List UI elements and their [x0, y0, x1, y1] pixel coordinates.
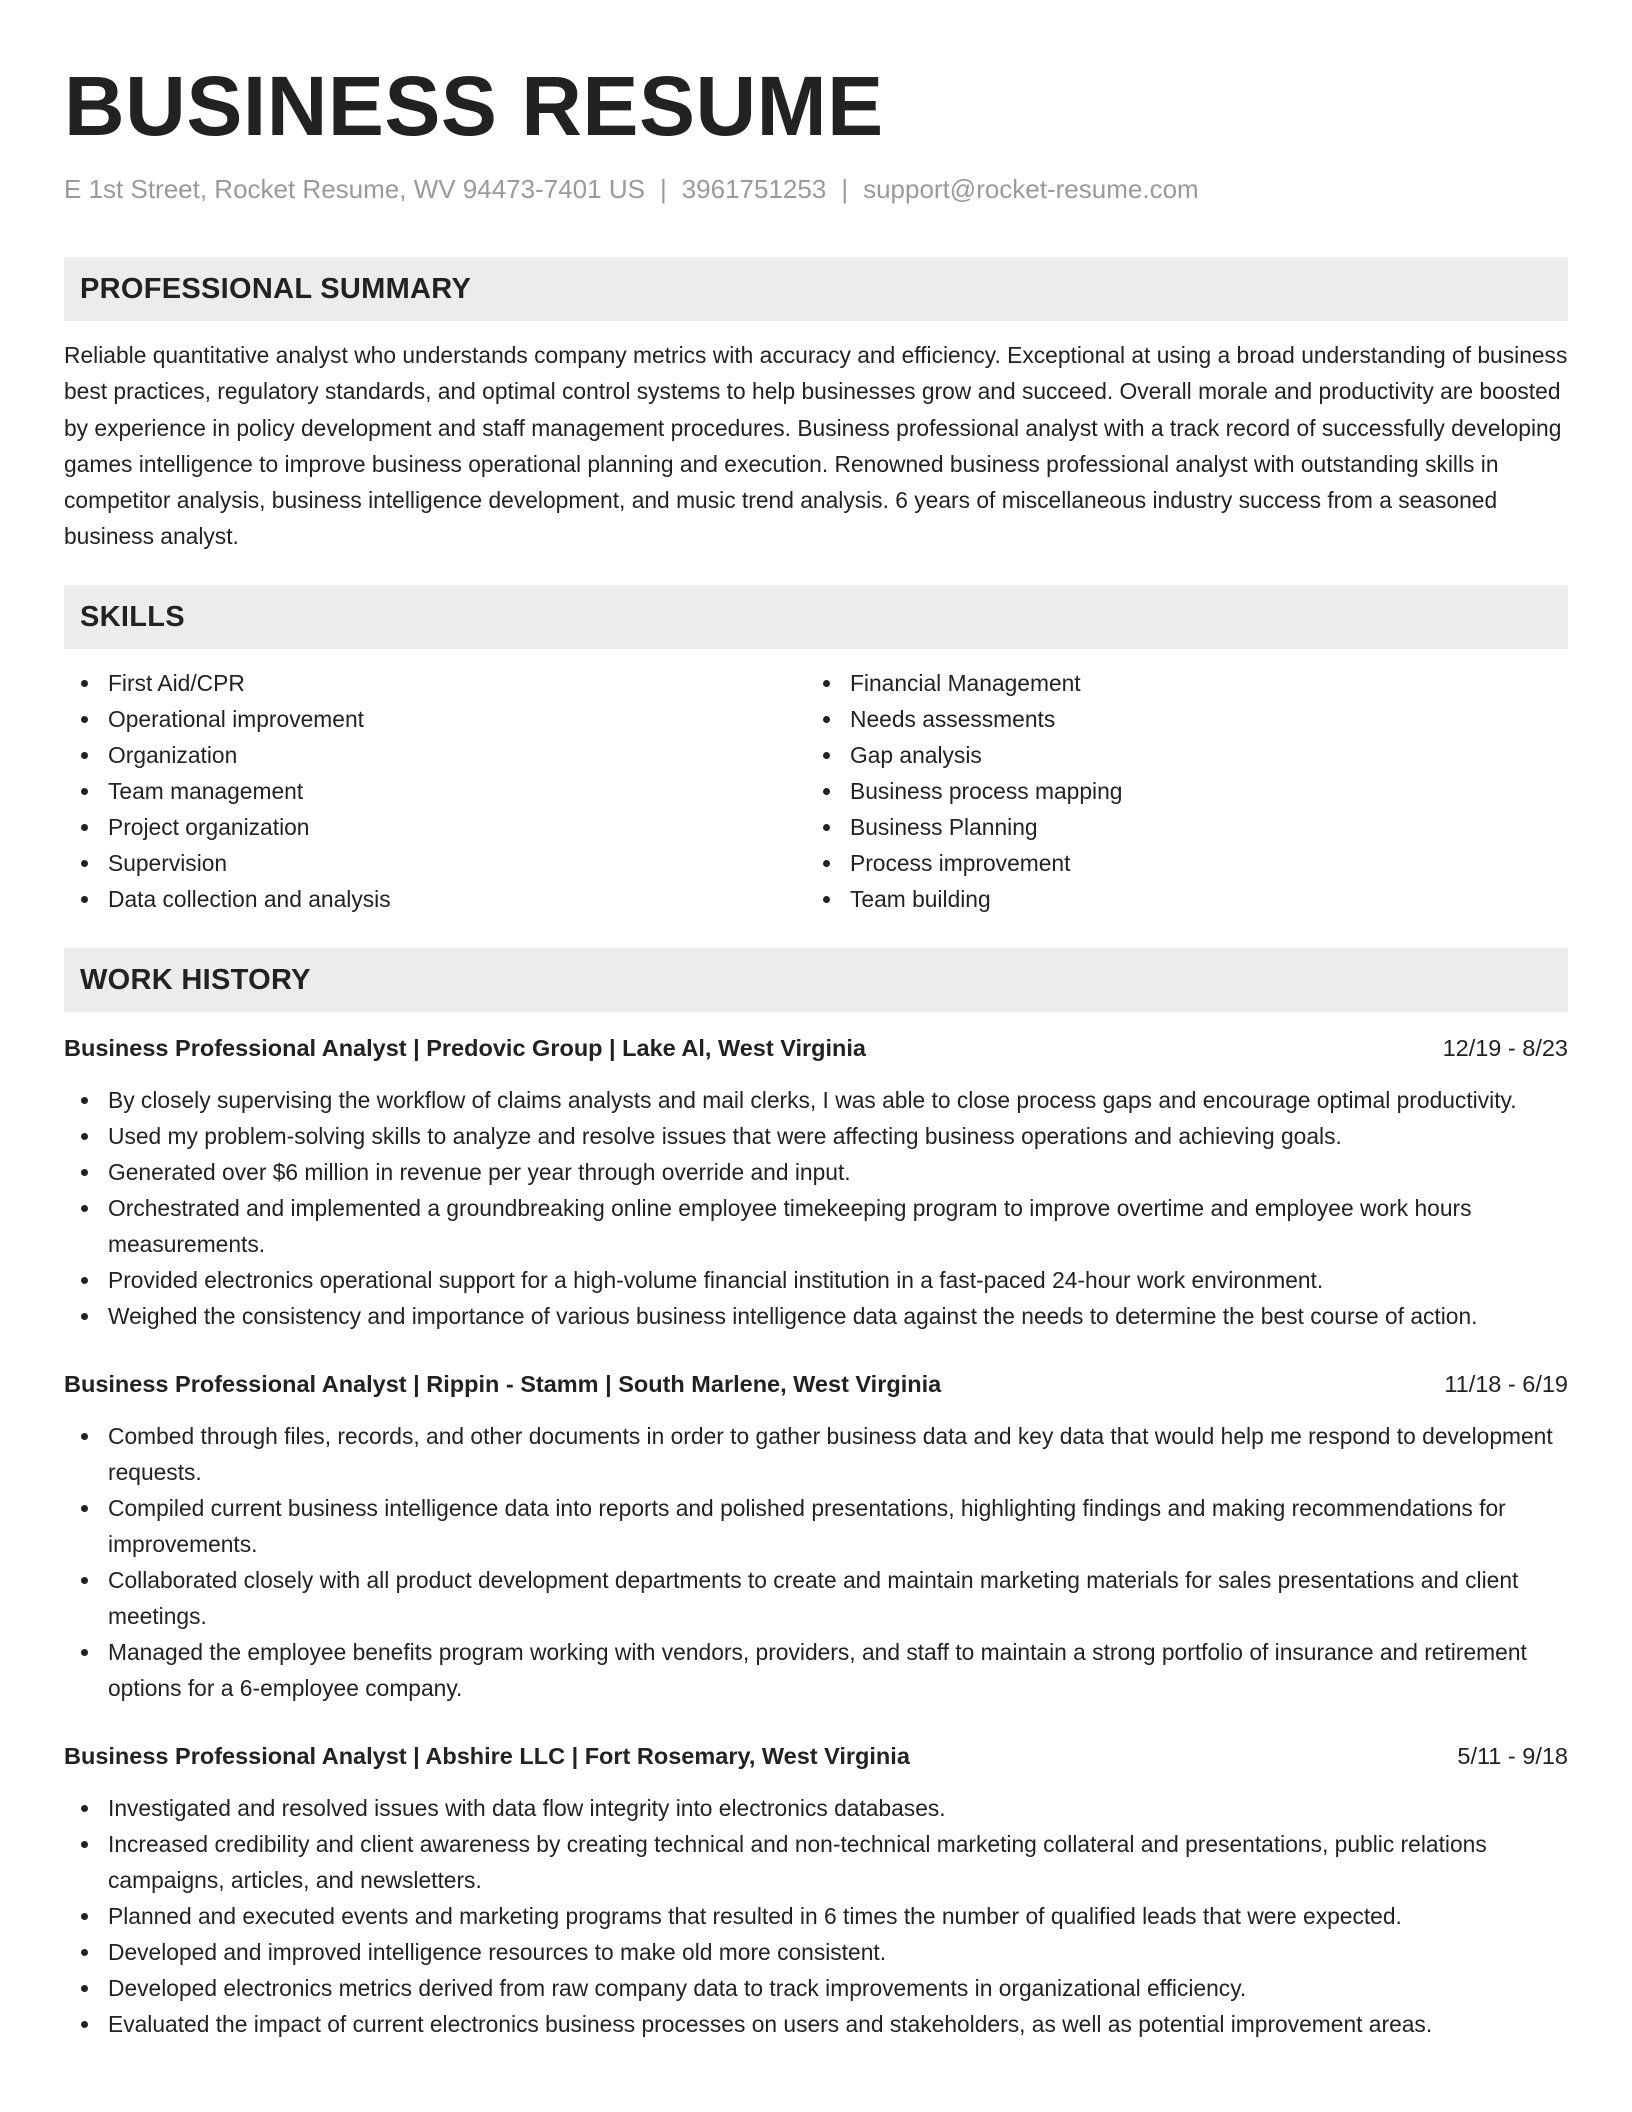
job-header	[64, 1738, 1568, 1774]
job-bullet: Evaluated the impact of current electronics business processes on users and stakeholders, as well as potential improvement areas.	[64, 2006, 1568, 2042]
job-bullet: Compiled current business intelligence data into reports and polished presentations, highlighting findings and making recommendations for improvements.	[64, 1490, 1568, 1562]
job-bullet: Collaborated closely with all product development departments to create and maintain marketing materials for sales presentations and client meetings.	[64, 1562, 1568, 1634]
skill-item: Process improvement	[806, 845, 1548, 881]
job-entry	[64, 1366, 1568, 1706]
job-bullet: Developed and improved intelligence resources to make old more consistent.	[64, 1934, 1568, 1970]
job-bullet: Generated over $6 million in revenue per year through override and input.	[64, 1154, 1568, 1190]
skill-item: Gap analysis	[806, 737, 1548, 773]
job-bullet: Increased credibility and client awareness by creating technical and non-technical marketing collateral and presentations, public relations campaigns, articles, and newsletters.	[64, 1826, 1568, 1898]
job-bullet: Developed electronics metrics derived from raw company data to track improvements in organizational efficiency.	[64, 1970, 1568, 2006]
contact-phone: 3961751253	[681, 174, 827, 204]
contact-separator: |	[841, 174, 849, 204]
job-bullet: Orchestrated and implemented a groundbreaking online employee timekeeping program to improve overtime and employee work hours measurements.	[64, 1190, 1568, 1262]
job-bullet: Combed through files, records, and other documents in order to gather business data and key data that would help me respond to development requests.	[64, 1418, 1568, 1490]
contact-line	[64, 172, 1568, 206]
skill-item: Financial Management	[806, 665, 1548, 701]
skills-column-left	[64, 665, 806, 917]
job-dates: 12/19 - 8/23	[1442, 1034, 1568, 1061]
job-header	[64, 1030, 1568, 1066]
section-header-summary: PROFESSIONAL SUMMARY	[64, 257, 1568, 321]
job-header	[64, 1366, 1568, 1402]
skill-item: Project organization	[64, 809, 806, 845]
skills-grid	[64, 665, 1568, 917]
job-dates: 11/18 - 6/19	[1444, 1370, 1568, 1397]
job-bullet: Investigated and resolved issues with data flow integrity into electronics databases.	[64, 1790, 1568, 1826]
job-bullets	[64, 1790, 1568, 2042]
job-bullet: Used my problem-solving skills to analyze and resolve issues that were affecting business operations and achieving goals.	[64, 1118, 1568, 1154]
resume-page	[64, 0, 1568, 2042]
job-dates: 5/11 - 9/18	[1457, 1742, 1568, 1769]
skill-item: Data collection and analysis	[64, 881, 806, 917]
contact-email: support@rocket-resume.com	[863, 174, 1199, 204]
skills-section	[64, 585, 1568, 917]
job-bullet: By closely supervising the workflow of claims analysts and mail clerks, I was able to close process gaps and encourage optimal productivity.	[64, 1082, 1568, 1118]
skill-item: Supervision	[64, 845, 806, 881]
job-bullet: Weighed the consistency and importance of various business intelligence data against the needs to determine the best course of action.	[64, 1298, 1568, 1334]
skill-item: First Aid/CPR	[64, 665, 806, 701]
job-bullets	[64, 1082, 1568, 1334]
skill-item: Team building	[806, 881, 1548, 917]
professional-summary-section	[64, 257, 1568, 555]
summary-text: Reliable quantitative analyst who understands company metrics with accuracy and efficiency. Exceptional at using a broad understanding of business best practices, regulatory standards, and optimal control systems to help businesses grow and succeed. Overall morale and productivity are boosted by experience in policy development and staff management procedures. Business professional analyst with a track record of successfully developing games intelligence to improve business operational planning and execution. Renowned business professional analyst with outstanding skills in competitor analysis, business intelligence development, and music trend analysis. 6 years of miscellaneous industry success from a seasoned business analyst.	[64, 342, 1568, 550]
job-entry	[64, 1738, 1568, 2042]
contact-address: E 1st Street, Rocket Resume, WV 94473-7401 US	[64, 174, 645, 204]
job-heading: Business Professional Analyst | Abshire LLC | Fort Rosemary, West Virginia	[64, 1742, 910, 1769]
job-bullet: Provided electronics operational support for a high-volume financial institution in a fast-paced 24-hour work environment.	[64, 1262, 1568, 1298]
skill-item: Business Planning	[806, 809, 1548, 845]
section-header-work-history: WORK HISTORY	[64, 948, 1568, 1012]
job-bullets	[64, 1418, 1568, 1706]
job-heading: Business Professional Analyst | Rippin - Stamm | South Marlene, West Virginia	[64, 1370, 942, 1397]
skill-item: Organization	[64, 737, 806, 773]
skill-item: Team management	[64, 773, 806, 809]
job-bullet: Planned and executed events and marketing programs that resulted in 6 times the number of qualified leads that were expected.	[64, 1898, 1568, 1934]
job-entry	[64, 1030, 1568, 1334]
job-heading: Business Professional Analyst | Predovic Group | Lake Al, West Virginia	[64, 1034, 866, 1061]
resume-title: BUSINESS RESUME	[64, 59, 884, 153]
skills-column-right	[806, 665, 1548, 917]
skill-item: Business process mapping	[806, 773, 1548, 809]
skill-item: Operational improvement	[64, 701, 806, 737]
contact-separator: |	[659, 174, 667, 204]
skill-item: Needs assessments	[806, 701, 1548, 737]
work-history-section	[64, 948, 1568, 2042]
job-bullet: Managed the employee benefits program working with vendors, providers, and staff to maintain a strong portfolio of insurance and retirement options for a 6-employee company.	[64, 1634, 1568, 1706]
section-header-skills: SKILLS	[64, 585, 1568, 649]
